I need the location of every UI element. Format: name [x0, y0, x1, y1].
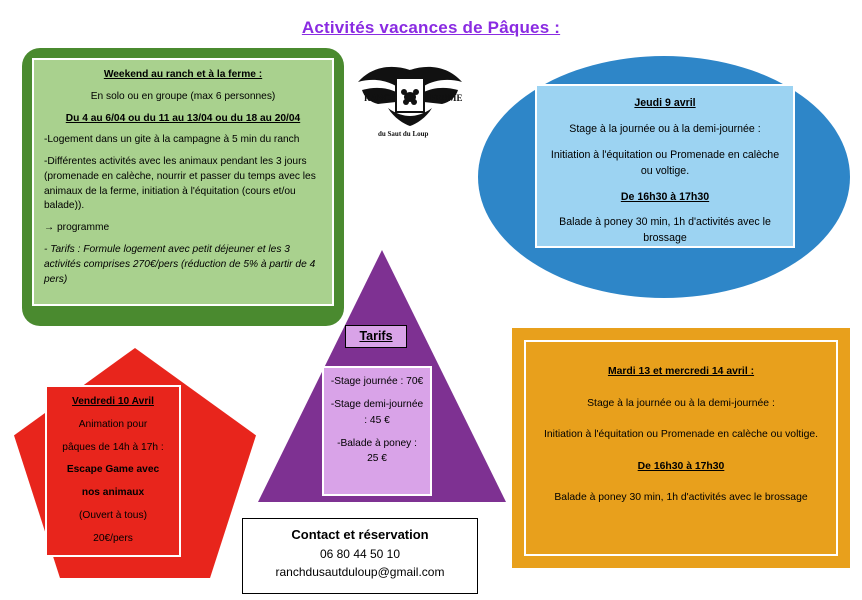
weekend-line-3: → programme	[44, 222, 110, 234]
contact-box	[242, 518, 478, 594]
weekend-line-4: - Tarifs : Formule logement avec petit déjeuner et les 3 activités comprises 270€/pers (réduction de 5% à partir de 4 pers)	[44, 244, 316, 285]
friday-line-5: (Ouvert à tous)	[79, 510, 147, 522]
tuesday-wednesday-block	[524, 340, 838, 556]
ranch-logo	[348, 56, 472, 140]
friday-heading: Vendredi 10 Avril	[72, 396, 154, 407]
logo-text-bottom: du Saut du Loup	[378, 130, 429, 138]
tuesday-wednesday-line-1: Stage à la journée ou à la demi-journée :	[587, 397, 775, 409]
friday-line-6: 20€/pers	[93, 532, 133, 544]
friday-block	[45, 385, 181, 557]
thursday-line-2: Initiation à l'équitation ou Promenade en calèche ou voltige.	[550, 148, 780, 177]
friday-line-3: Escape Game avec	[66, 464, 160, 476]
thursday-heading: Jeudi 9 avril	[634, 97, 696, 109]
contact-title: Contact et réservation	[291, 527, 429, 542]
friday-line-1: Animation pour	[78, 418, 148, 430]
weekend-line-2: -Différentes activités avec les animaux pendant les 3 jours (promenade en calèche, nourrir et passer du temps avec les animaux de la ferme, initiation à l'équitation (cours et/ou balade)).	[44, 156, 316, 212]
weekend-subheading: En solo ou en groupe (max 6 personnes)	[90, 90, 276, 102]
tarifs-block	[322, 366, 432, 496]
thursday-block	[535, 84, 795, 248]
weekend-dates: Du 4 au 6/04 ou du 11 au 13/04 ou du 18 au 20/04	[65, 112, 301, 124]
friday-line-4: nos animaux	[81, 487, 145, 499]
friday-line-2: pâques de 14h à 17h :	[62, 441, 164, 453]
logo-text-ferme: FERME	[430, 93, 463, 103]
logo-text-et: et	[406, 68, 412, 76]
tuesday-wednesday-line-2: Initiation à l'équitation ou Promenade en calèche ou voltige.	[543, 429, 819, 441]
weekend-heading: Weekend au ranch et à la ferme :	[103, 69, 263, 80]
weekend-block	[32, 58, 334, 306]
tarifs-label: Tarifs	[345, 325, 407, 348]
thursday-line-1: Stage à la journée ou à la demi-journée :	[569, 122, 761, 135]
weekend-line-1: -Logement dans un gite à la campagne à 5 min du ranch	[44, 134, 300, 146]
tarifs-item-2: -Stage demi-journée : 45 €	[330, 399, 424, 426]
tuesday-wednesday-line-3: Balade à poney 30 min, 1h d'activités avec le brossage	[554, 492, 808, 504]
page-title: Activités vacances de Pâques :	[301, 18, 561, 37]
tuesday-wednesday-time: De 16h30 à 17h30	[637, 460, 725, 472]
thursday-time: De 16h30 à 17h30	[620, 190, 710, 203]
tarifs-item-1: -Stage journée : 70€	[330, 376, 424, 387]
thursday-line-3: Balade à poney 30 min, 1h d'activités avec le brossage	[559, 216, 771, 245]
logo-text-ranch: RANCH	[364, 93, 397, 103]
contact-email: ranchdusautduloup@gmail.com	[275, 565, 445, 579]
tarifs-item-3: -Balade à poney : 25 €	[337, 437, 417, 465]
contact-phone: 06 80 44 50 10	[319, 547, 401, 561]
tuesday-wednesday-heading: Mardi 13 et mercredi 14 avril :	[607, 366, 755, 377]
